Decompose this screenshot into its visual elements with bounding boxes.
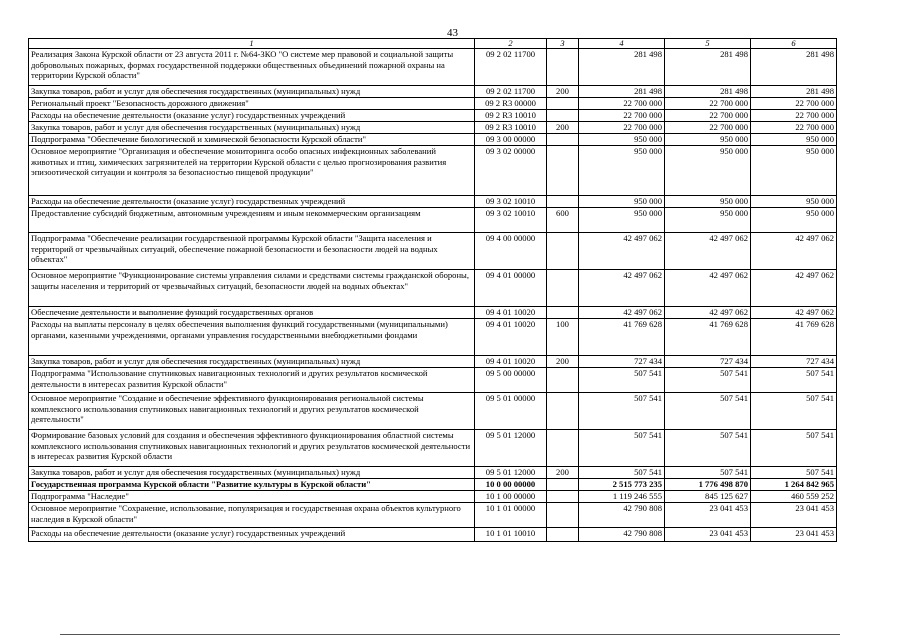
row-code-cell: 09 3 02 10010 xyxy=(475,208,547,233)
page-bottom-rule xyxy=(60,634,840,635)
row-name-cell: Расходы на обеспечение деятельности (оказание услуг) государственных учреждений xyxy=(29,528,475,542)
row-amount-year2-cell: 845 125 627 xyxy=(665,491,751,503)
column-header: 3 xyxy=(547,39,579,49)
row-expense-type-cell xyxy=(547,134,579,146)
budget-table xyxy=(28,38,837,542)
column-header: 5 xyxy=(665,39,751,49)
row-name-cell: Закупка товаров, работ и услуг для обеспечения государственных (муниципальных) нужд xyxy=(29,86,475,98)
row-name-cell: Подпрограмма "Наследие" xyxy=(29,491,475,503)
row-code-cell: 09 5 01 00000 xyxy=(475,393,547,430)
row-code-cell: 10 1 01 10010 xyxy=(475,528,547,542)
row-expense-type-cell: 600 xyxy=(547,208,579,233)
row-code-cell: 10 0 00 00000 xyxy=(475,479,547,491)
row-expense-type-cell xyxy=(547,196,579,208)
row-amount-year3-cell: 22 700 000 xyxy=(751,110,837,122)
row-expense-type-cell xyxy=(547,233,579,270)
row-amount-year2-cell: 23 041 453 xyxy=(665,528,751,542)
row-amount-year3-cell: 460 559 252 xyxy=(751,491,837,503)
row-amount-year1-cell: 950 000 xyxy=(579,146,665,196)
row-amount-year3-cell: 507 541 xyxy=(751,467,837,479)
column-header: 4 xyxy=(579,39,665,49)
row-amount-year3-cell: 507 541 xyxy=(751,368,837,393)
row-amount-year1-cell: 507 541 xyxy=(579,467,665,479)
row-expense-type-cell xyxy=(547,528,579,542)
row-amount-year2-cell: 507 541 xyxy=(665,430,751,467)
row-code-cell: 09 5 01 12000 xyxy=(475,467,547,479)
row-amount-year3-cell: 950 000 xyxy=(751,196,837,208)
row-name-cell: Расходы на обеспечение деятельности (оказание услуг) государственных учреждений xyxy=(29,196,475,208)
row-amount-year2-cell: 42 497 062 xyxy=(665,270,751,307)
table-row xyxy=(29,503,837,528)
row-name-cell: Закупка товаров, работ и услуг для обеспечения государственных (муниципальных) нужд xyxy=(29,122,475,134)
row-amount-year3-cell: 507 541 xyxy=(751,430,837,467)
row-code-cell: 09 4 01 10020 xyxy=(475,356,547,368)
row-amount-year1-cell: 507 541 xyxy=(579,393,665,430)
row-amount-year1-cell: 950 000 xyxy=(579,196,665,208)
row-expense-type-cell xyxy=(547,368,579,393)
row-name-cell: Подпрограмма "Обеспечение биологической и химической безопасности Курской области" xyxy=(29,134,475,146)
table-row xyxy=(29,98,837,110)
row-amount-year2-cell: 281 498 xyxy=(665,49,751,86)
row-amount-year2-cell: 22 700 000 xyxy=(665,122,751,134)
row-code-cell: 09 4 00 00000 xyxy=(475,233,547,270)
row-name-cell: Основное мероприятие "Сохранение, использование, популяризация и государственная охрана объектов культурного наследия в Курской области" xyxy=(29,503,475,528)
row-name-cell: Закупка товаров, работ и услуг для обеспечения государственных (муниципальных) нужд xyxy=(29,356,475,368)
row-name-cell: Основное мероприятие "Создание и обеспечение эффективного функционирования региональной системы комплексного использования спутниковых навигационных технологий и других результатов космической деятельности" xyxy=(29,393,475,430)
row-amount-year2-cell: 22 700 000 xyxy=(665,98,751,110)
row-amount-year1-cell: 507 541 xyxy=(579,368,665,393)
row-expense-type-cell: 200 xyxy=(547,356,579,368)
table-row xyxy=(29,467,837,479)
row-expense-type-cell: 100 xyxy=(547,319,579,356)
table-row xyxy=(29,134,837,146)
row-code-cell: 09 2 R3 10010 xyxy=(475,122,547,134)
row-amount-year1-cell: 42 790 808 xyxy=(579,503,665,528)
row-code-cell: 09 5 01 12000 xyxy=(475,430,547,467)
row-expense-type-cell xyxy=(547,503,579,528)
row-amount-year2-cell: 950 000 xyxy=(665,208,751,233)
row-expense-type-cell xyxy=(547,479,579,491)
row-amount-year1-cell: 42 790 808 xyxy=(579,528,665,542)
table-row xyxy=(29,86,837,98)
row-name-cell: Обеспечение деятельности и выполнение функций государственных органов xyxy=(29,307,475,319)
row-amount-year1-cell: 281 498 xyxy=(579,86,665,98)
row-code-cell: 10 1 01 00000 xyxy=(475,503,547,528)
row-amount-year1-cell: 2 515 773 235 xyxy=(579,479,665,491)
row-amount-year3-cell: 1 264 842 965 xyxy=(751,479,837,491)
row-name-cell: Расходы на выплаты персоналу в целях обеспечения выполнения функций государственными (муниципальными) органами, казенными учреждениями, органами управления государственными внебюджетными фондами xyxy=(29,319,475,356)
table-row xyxy=(29,208,837,233)
row-expense-type-cell xyxy=(547,430,579,467)
row-name-cell: Основное мероприятие "Функционирование системы управления силами и средствами системы гражданской обороны, защиты населения и территорий от чрезвычайных ситуаций, безопасности людей на водных объектах" xyxy=(29,270,475,307)
row-amount-year3-cell: 23 041 453 xyxy=(751,528,837,542)
row-amount-year2-cell: 1 776 498 870 xyxy=(665,479,751,491)
row-expense-type-cell xyxy=(547,98,579,110)
row-amount-year3-cell: 950 000 xyxy=(751,208,837,233)
row-amount-year3-cell: 950 000 xyxy=(751,146,837,196)
row-amount-year1-cell: 42 497 062 xyxy=(579,307,665,319)
row-amount-year1-cell: 950 000 xyxy=(579,134,665,146)
row-expense-type-cell xyxy=(547,491,579,503)
row-amount-year1-cell: 41 769 628 xyxy=(579,319,665,356)
row-expense-type-cell xyxy=(547,110,579,122)
row-amount-year2-cell: 950 000 xyxy=(665,146,751,196)
row-name-cell: Подпрограмма "Обеспечение реализации государственной программы Курской области "Защита населения и территорий от чрезвычайных ситуаций, обеспечение пожарной безопасности и безопасности людей на водных объектах" xyxy=(29,233,475,270)
column-header: 6 xyxy=(751,39,837,49)
row-amount-year2-cell: 23 041 453 xyxy=(665,503,751,528)
row-amount-year2-cell: 42 497 062 xyxy=(665,233,751,270)
row-amount-year2-cell: 950 000 xyxy=(665,134,751,146)
row-code-cell: 09 4 01 00000 xyxy=(475,270,547,307)
row-amount-year3-cell: 727 434 xyxy=(751,356,837,368)
row-name-cell: Подпрограмма "Использование спутниковых навигационных технологий и других результатов космической деятельности в интересах развития Курской области" xyxy=(29,368,475,393)
table-row xyxy=(29,270,837,307)
table-row xyxy=(29,491,837,503)
row-amount-year3-cell: 281 498 xyxy=(751,49,837,86)
row-amount-year2-cell: 41 769 628 xyxy=(665,319,751,356)
page-number: 43 xyxy=(447,27,458,39)
row-code-cell: 09 2 R3 10010 xyxy=(475,110,547,122)
row-amount-year2-cell: 22 700 000 xyxy=(665,110,751,122)
row-name-cell: Расходы на обеспечение деятельности (оказание услуг) государственных учреждений xyxy=(29,110,475,122)
row-expense-type-cell xyxy=(547,49,579,86)
table-row xyxy=(29,307,837,319)
column-header: 1 xyxy=(29,39,475,49)
table-row xyxy=(29,479,837,491)
row-expense-type-cell: 200 xyxy=(547,467,579,479)
row-code-cell: 09 5 00 00000 xyxy=(475,368,547,393)
row-code-cell: 09 2 02 11700 xyxy=(475,49,547,86)
row-name-cell: Государственная программа Курской области "Развитие культуры в Курской области" xyxy=(29,479,475,491)
table-row xyxy=(29,528,837,542)
row-expense-type-cell xyxy=(547,393,579,430)
row-name-cell: Закупка товаров, работ и услуг для обеспечения государственных (муниципальных) нужд xyxy=(29,467,475,479)
row-amount-year1-cell: 42 497 062 xyxy=(579,233,665,270)
row-amount-year1-cell: 42 497 062 xyxy=(579,270,665,307)
table-row xyxy=(29,196,837,208)
row-amount-year2-cell: 42 497 062 xyxy=(665,307,751,319)
row-amount-year3-cell: 22 700 000 xyxy=(751,98,837,110)
row-expense-type-cell: 200 xyxy=(547,122,579,134)
row-name-cell: Предоставление субсидий бюджетным, автономным учреждениям и иным некоммерческим организациям xyxy=(29,208,475,233)
table-row xyxy=(29,319,837,356)
row-expense-type-cell xyxy=(547,270,579,307)
row-amount-year3-cell: 42 497 062 xyxy=(751,233,837,270)
row-code-cell: 09 2 R3 00000 xyxy=(475,98,547,110)
row-amount-year3-cell: 23 041 453 xyxy=(751,503,837,528)
row-name-cell: Региональный проект "Безопасность дорожного движения" xyxy=(29,98,475,110)
row-amount-year3-cell: 950 000 xyxy=(751,134,837,146)
row-expense-type-cell xyxy=(547,146,579,196)
column-header: 2 xyxy=(475,39,547,49)
column-number-row xyxy=(29,39,837,49)
row-amount-year1-cell: 950 000 xyxy=(579,208,665,233)
row-amount-year1-cell: 507 541 xyxy=(579,430,665,467)
row-amount-year3-cell: 507 541 xyxy=(751,393,837,430)
row-amount-year2-cell: 727 434 xyxy=(665,356,751,368)
row-name-cell: Основное мероприятие "Организация и обеспечение мониторинга особо опасных инфекционных заболеваний животных и птиц, химических загрязнителей на территории Курской области с целью прогнозирования развития эпизоотической ситуации и контроля за безопасностью пищевой продукции" xyxy=(29,146,475,196)
table-row xyxy=(29,122,837,134)
row-amount-year2-cell: 507 541 xyxy=(665,393,751,430)
row-code-cell: 09 4 01 10020 xyxy=(475,319,547,356)
table-row xyxy=(29,146,837,196)
table-row xyxy=(29,393,837,430)
row-code-cell: 09 4 01 10020 xyxy=(475,307,547,319)
row-amount-year1-cell: 22 700 000 xyxy=(579,98,665,110)
row-code-cell: 09 3 02 10010 xyxy=(475,196,547,208)
row-amount-year2-cell: 950 000 xyxy=(665,196,751,208)
row-amount-year1-cell: 727 434 xyxy=(579,356,665,368)
row-amount-year3-cell: 42 497 062 xyxy=(751,307,837,319)
row-expense-type-cell xyxy=(547,307,579,319)
table-row xyxy=(29,110,837,122)
row-code-cell: 09 3 02 00000 xyxy=(475,146,547,196)
table-row xyxy=(29,430,837,467)
row-amount-year1-cell: 22 700 000 xyxy=(579,122,665,134)
table-row xyxy=(29,49,837,86)
row-name-cell: Реализация Закона Курской области от 23 августа 2011 г. №64-ЗКО "О системе мер правовой и социальной защиты добровольных пожарных, формах государственной поддержки общественных объединений пожарной охраны на территории Курской области" xyxy=(29,49,475,86)
row-amount-year3-cell: 41 769 628 xyxy=(751,319,837,356)
row-code-cell: 09 2 02 11700 xyxy=(475,86,547,98)
row-amount-year3-cell: 281 498 xyxy=(751,86,837,98)
row-expense-type-cell: 200 xyxy=(547,86,579,98)
row-name-cell: Формирование базовых условий для создания и обеспечения эффективного функционирования областной системы комплексного использования спутниковых навигационных технологий и других результатов космической деятельности в интересах развития Курской области xyxy=(29,430,475,467)
row-amount-year3-cell: 42 497 062 xyxy=(751,270,837,307)
row-amount-year1-cell: 1 119 246 555 xyxy=(579,491,665,503)
table-row xyxy=(29,368,837,393)
row-amount-year2-cell: 507 541 xyxy=(665,368,751,393)
row-code-cell: 10 1 00 00000 xyxy=(475,491,547,503)
row-amount-year2-cell: 281 498 xyxy=(665,86,751,98)
row-amount-year3-cell: 22 700 000 xyxy=(751,122,837,134)
row-code-cell: 09 3 00 00000 xyxy=(475,134,547,146)
table-row xyxy=(29,356,837,368)
table-row xyxy=(29,233,837,270)
row-amount-year1-cell: 281 498 xyxy=(579,49,665,86)
row-amount-year2-cell: 507 541 xyxy=(665,467,751,479)
row-amount-year1-cell: 22 700 000 xyxy=(579,110,665,122)
